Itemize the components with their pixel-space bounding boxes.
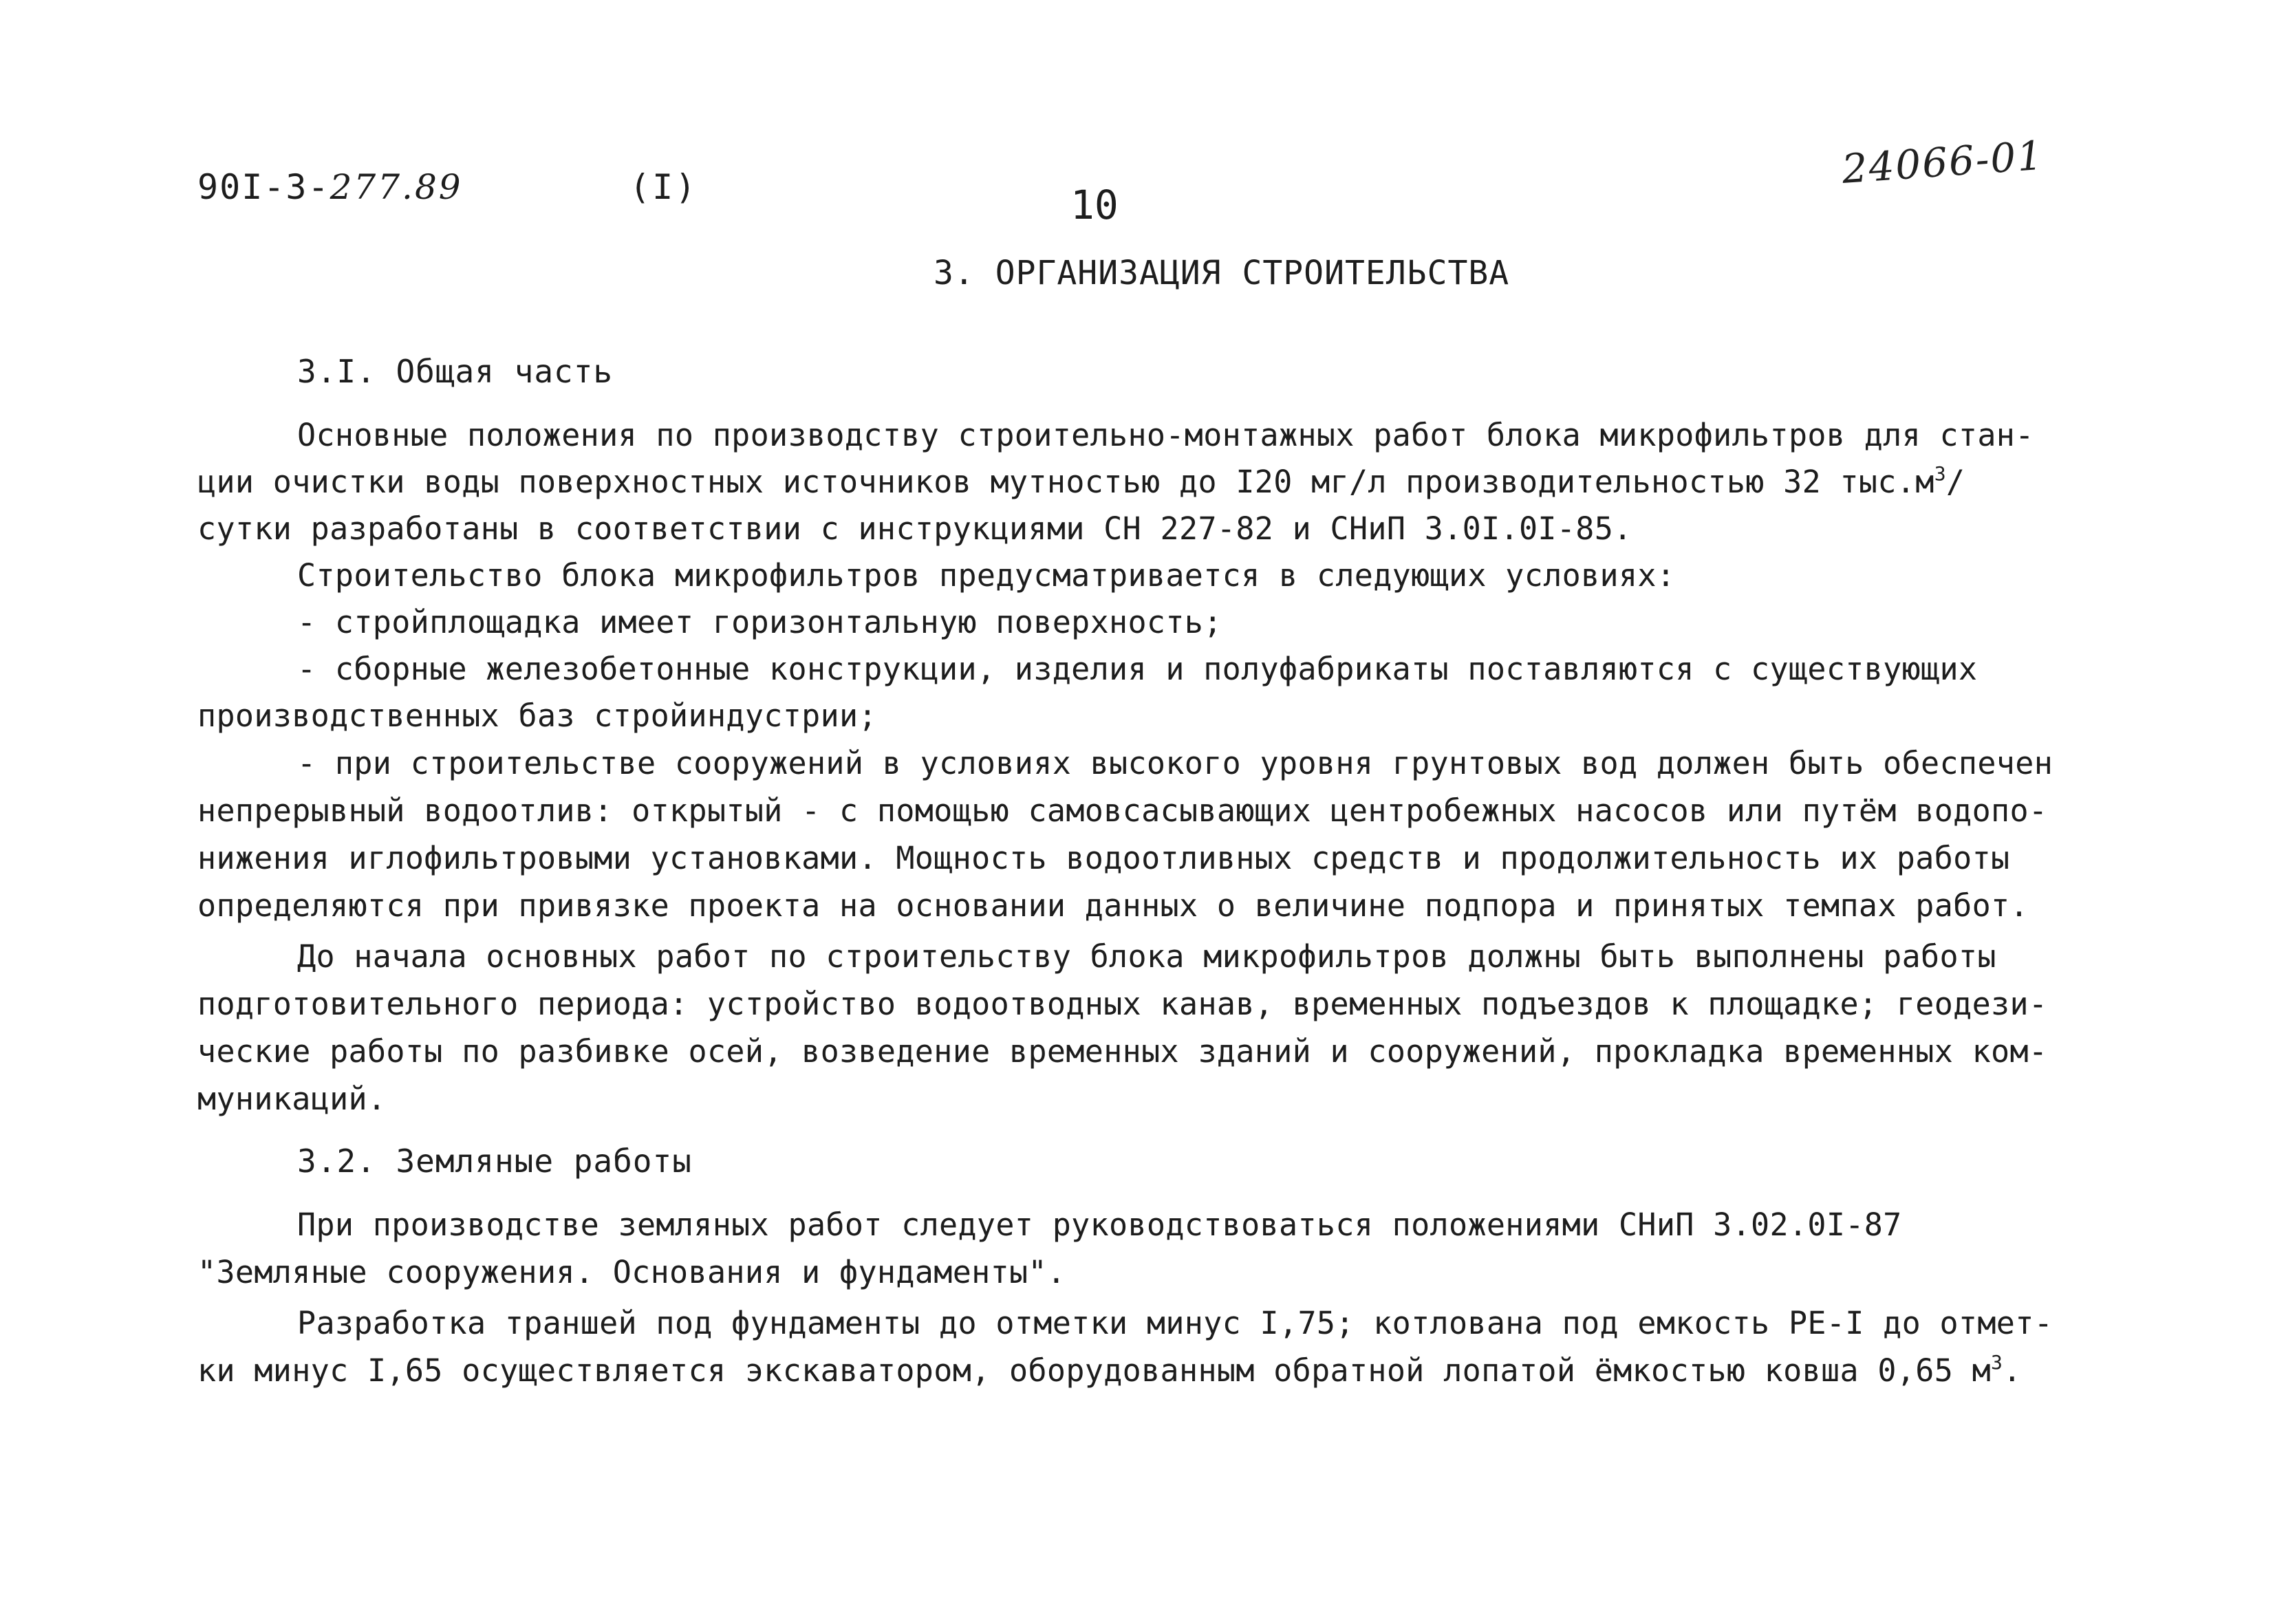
document-number — [197, 167, 463, 207]
text-line: непрерывный водоотлив: открытый - с помощью самовсасывающих центробежных насосов или путём водопо- — [197, 792, 2048, 829]
section-title: 3. ОРГАНИЗАЦИЯ СТРОИТЕЛЬСТВА — [934, 254, 1510, 292]
text-line: Основные положения по производству строительно-монтажных работ блока микрофильтров для стан- — [297, 417, 2034, 453]
text-line: При производстве земляных работ следует руководствоваться положениями СНиП 3.02.0I-87 — [297, 1206, 1902, 1243]
archive-code-handwritten: 24066-01 — [1840, 131, 2046, 193]
subsection-heading-general: 3.I. Общая часть — [297, 353, 614, 390]
text-line: - стройплощадка имеет горизонтальную поверхность; — [297, 604, 1222, 640]
text-line-part: ции очистки воды поверхностных источников мутностью до I20 мг/л производительностью 32 тыс.м — [197, 464, 1934, 500]
text-line: ческие работы по разбивке осей, возведение временных зданий и сооружений, прокладка временных ком- — [197, 1033, 2048, 1070]
text-line: определяются при привязке проекта на основании данных о величине подпора и принятых темпах работ. — [197, 887, 2029, 924]
page-number: 10 — [1070, 182, 1119, 228]
text-line: До начала основных работ по строительству блока микрофильтров должны быть выполнены работы — [297, 938, 1996, 975]
text-line: подготовительного периода: устройство водоотводных канав, временных подъездов к площадке; геодези- — [197, 986, 2048, 1022]
subsection-heading-earthworks: 3.2. Земляные работы — [297, 1143, 692, 1180]
text-line: Разработка траншей под фундаменты до отметки минус I,75; котлована под емкость РЕ-I до отмет- — [297, 1305, 2053, 1341]
text-line-part: ки минус I,65 осуществляется экскаватором, оборудованным обратной лопатой ёмкостью ковша 0,65 м — [197, 1352, 1992, 1389]
text-line: Строительство блока микрофильтров предусматривается в следующих условиях: — [297, 557, 1676, 594]
text-line: "Земляные сооружения. Основания и фундаменты". — [197, 1254, 1066, 1290]
text-line-part: / — [1945, 464, 1965, 500]
document-number-handwritten: 277.89 — [330, 167, 463, 207]
text-line: сутки разработаны в соответствии с инструкциями СН 227-82 и СНиП 3.0I.0I-85. — [197, 510, 1632, 547]
text-line: нижения иглофильтровыми установками. Мощность водоотливных средств и продолжительность их работы — [197, 840, 2010, 876]
text-line — [197, 1352, 2022, 1389]
text-line-part: . — [2003, 1352, 2022, 1389]
superscript: 3 — [1934, 462, 1946, 485]
text-line — [197, 464, 1965, 500]
text-line: - при строительстве сооружений в условиях высокого уровня грунтовых вод должен быть обеспечен — [297, 745, 2053, 781]
text-line: муникаций. — [197, 1081, 387, 1117]
sheet-mark: (I) — [629, 167, 698, 207]
document-number-prefix: 90I-3- — [197, 167, 330, 207]
text-line: - сборные железобетонные конструкции, изделия и полуфабрикаты поставляются с существующих — [297, 651, 1978, 687]
text-line: производственных баз стройиндустрии; — [197, 697, 877, 734]
superscript: 3 — [1991, 1351, 2003, 1374]
